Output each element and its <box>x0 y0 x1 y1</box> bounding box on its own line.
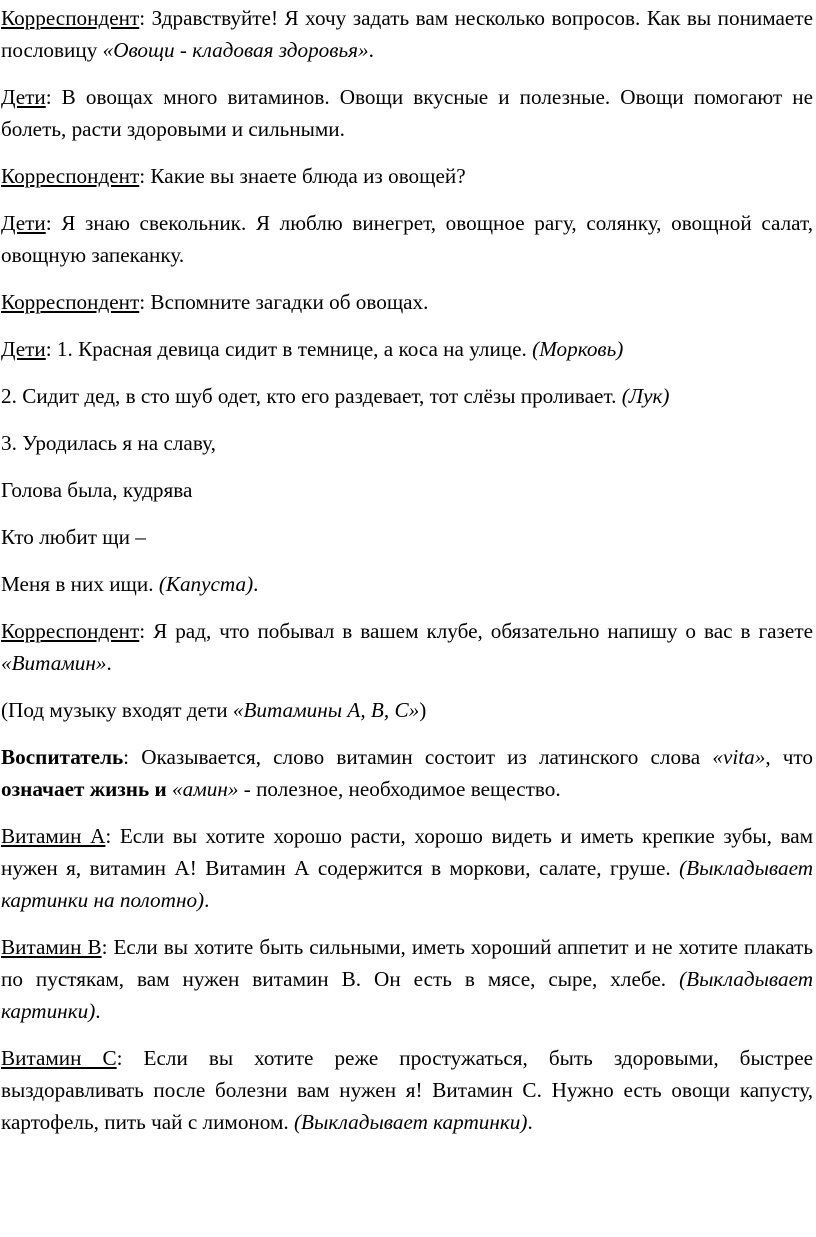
paragraph-riddle-3-line-3 <box>1 521 813 553</box>
paragraph-text: , что <box>765 745 813 769</box>
latin-word: «амин» <box>172 777 239 801</box>
paragraph-text: Меня в них ищи. <box>1 572 159 596</box>
paragraph-text: - полезное, необходимое вещество. <box>238 777 561 801</box>
punctuation: . <box>106 651 112 675</box>
speaker-label: Витамин В <box>1 935 102 959</box>
paragraph-text: (Под музыку входят дети <box>1 698 233 722</box>
paragraph-teacher <box>1 741 813 805</box>
riddle-answer: (Капуста) <box>158 572 254 596</box>
paragraph-vitamin-a <box>1 820 813 916</box>
stage-direction: (Выкладывает картинки) <box>1 967 813 1023</box>
newspaper-name: «Витамин» <box>1 651 107 675</box>
speaker-label: Корреспондент <box>1 164 140 188</box>
paragraph-text: Голова была, кудрява <box>1 478 193 502</box>
speaker-label: Дети <box>1 85 46 109</box>
punctuation: . <box>527 1110 533 1134</box>
punctuation: . <box>95 999 101 1023</box>
paragraph-riddle-3-line-1 <box>1 427 813 459</box>
speaker-label: Витамин С <box>1 1046 117 1070</box>
paragraph-text: : В овощах много витаминов. Овощи вкусные и полезные. Овощи помогают не болеть, расти здоровыми и сильными. <box>1 85 813 141</box>
paragraph-correspondent-riddles <box>1 286 813 318</box>
vitamins-title: «Витамины А, В, С» <box>232 698 420 722</box>
paragraph-vitamin-c <box>1 1042 813 1138</box>
paragraph-children-dishes <box>1 207 813 271</box>
riddle-answer: (Морковь) <box>532 337 624 361</box>
riddle-answer: (Лук) <box>621 384 670 408</box>
speaker-label: Корреспондент <box>1 6 140 30</box>
paragraph-stage-direction <box>1 694 813 726</box>
speaker-label: Дети <box>1 211 46 235</box>
speaker-label: Витамин А <box>1 824 106 848</box>
document-page <box>0 2 816 1237</box>
latin-word: «vita» <box>712 745 766 769</box>
paragraph-text: 2. Сидит дед, в сто шуб одет, кто его раздевает, тот слёзы проливает. <box>1 384 622 408</box>
paragraph-text: : Я рад, что побывал в вашем клубе, обязательно напишу о вас в газете <box>139 619 813 643</box>
paragraph-text: : 1. Красная девица сидит в темнице, а коса на улице. <box>45 337 533 361</box>
paragraph-text: : Если вы хотите хорошо расти, хорошо видеть и иметь крепкие зубы, вам нужен я, витамин А! Витамин А содержится в моркови, салате, груше. <box>1 824 814 880</box>
speaker-label: Дети <box>1 337 46 361</box>
paragraph-text: : Какие вы знаете блюда из овощей? <box>139 164 466 188</box>
paragraph-riddle-3-line-4 <box>1 568 813 600</box>
punctuation: ) <box>419 698 427 722</box>
paragraph-correspondent-greeting <box>1 2 813 66</box>
emphasis-text: означает жизнь и <box>1 777 167 801</box>
stage-direction: (Выкладывает картинки) <box>293 1110 528 1134</box>
paragraph-riddle-2 <box>1 380 813 412</box>
punctuation: . <box>368 38 374 62</box>
speaker-label: Корреспондент <box>1 619 140 643</box>
paragraph-text: : Я знаю свекольник. Я люблю винегрет, овощное рагу, солянку, овощной салат, овощную запеканку. <box>1 211 813 267</box>
paragraph-text: : Если вы хотите реже простужаться, быть здоровыми, быстрее выздоравливать после болезни вам нужен я! Витамин С. Нужно есть овощи капусту, картофель, пить чай с лимоном. <box>1 1046 814 1134</box>
paragraph-correspondent-question <box>1 160 813 192</box>
paragraph-text: : Если вы хотите быть сильными, иметь хороший аппетит и не хотите плакать по пустякам, вам нужен витамин В. Он есть в мясе, сыре, хлебе. <box>1 935 814 991</box>
speaker-label: Воспитатель <box>1 745 124 769</box>
punctuation: . <box>253 572 259 596</box>
stage-direction: (Выкладывает картинки на полотно) <box>1 856 813 912</box>
paragraph-children-answer <box>1 81 813 145</box>
paragraph-riddle-3-line-2 <box>1 474 813 506</box>
paragraph-text: : Вспомните загадки об овощах. <box>139 290 429 314</box>
paragraph-text: 3. Уродилась я на славу, <box>1 431 216 455</box>
paragraph-text: : Здравствуйте! Я хочу задать вам несколько вопросов. Как вы понимаете пословицу <box>1 6 813 62</box>
paragraph-text: : Оказывается, слово витамин состоит из латинского слова <box>123 745 713 769</box>
proverb-text: «Овощи - кладовая здоровья» <box>102 38 369 62</box>
paragraph-riddle-1 <box>1 333 813 365</box>
paragraph-correspondent-farewell <box>1 615 813 679</box>
speaker-label: Корреспондент <box>1 290 140 314</box>
punctuation: . <box>204 888 210 912</box>
paragraph-vitamin-b <box>1 931 813 1027</box>
paragraph-text: Кто любит щи – <box>1 525 146 549</box>
